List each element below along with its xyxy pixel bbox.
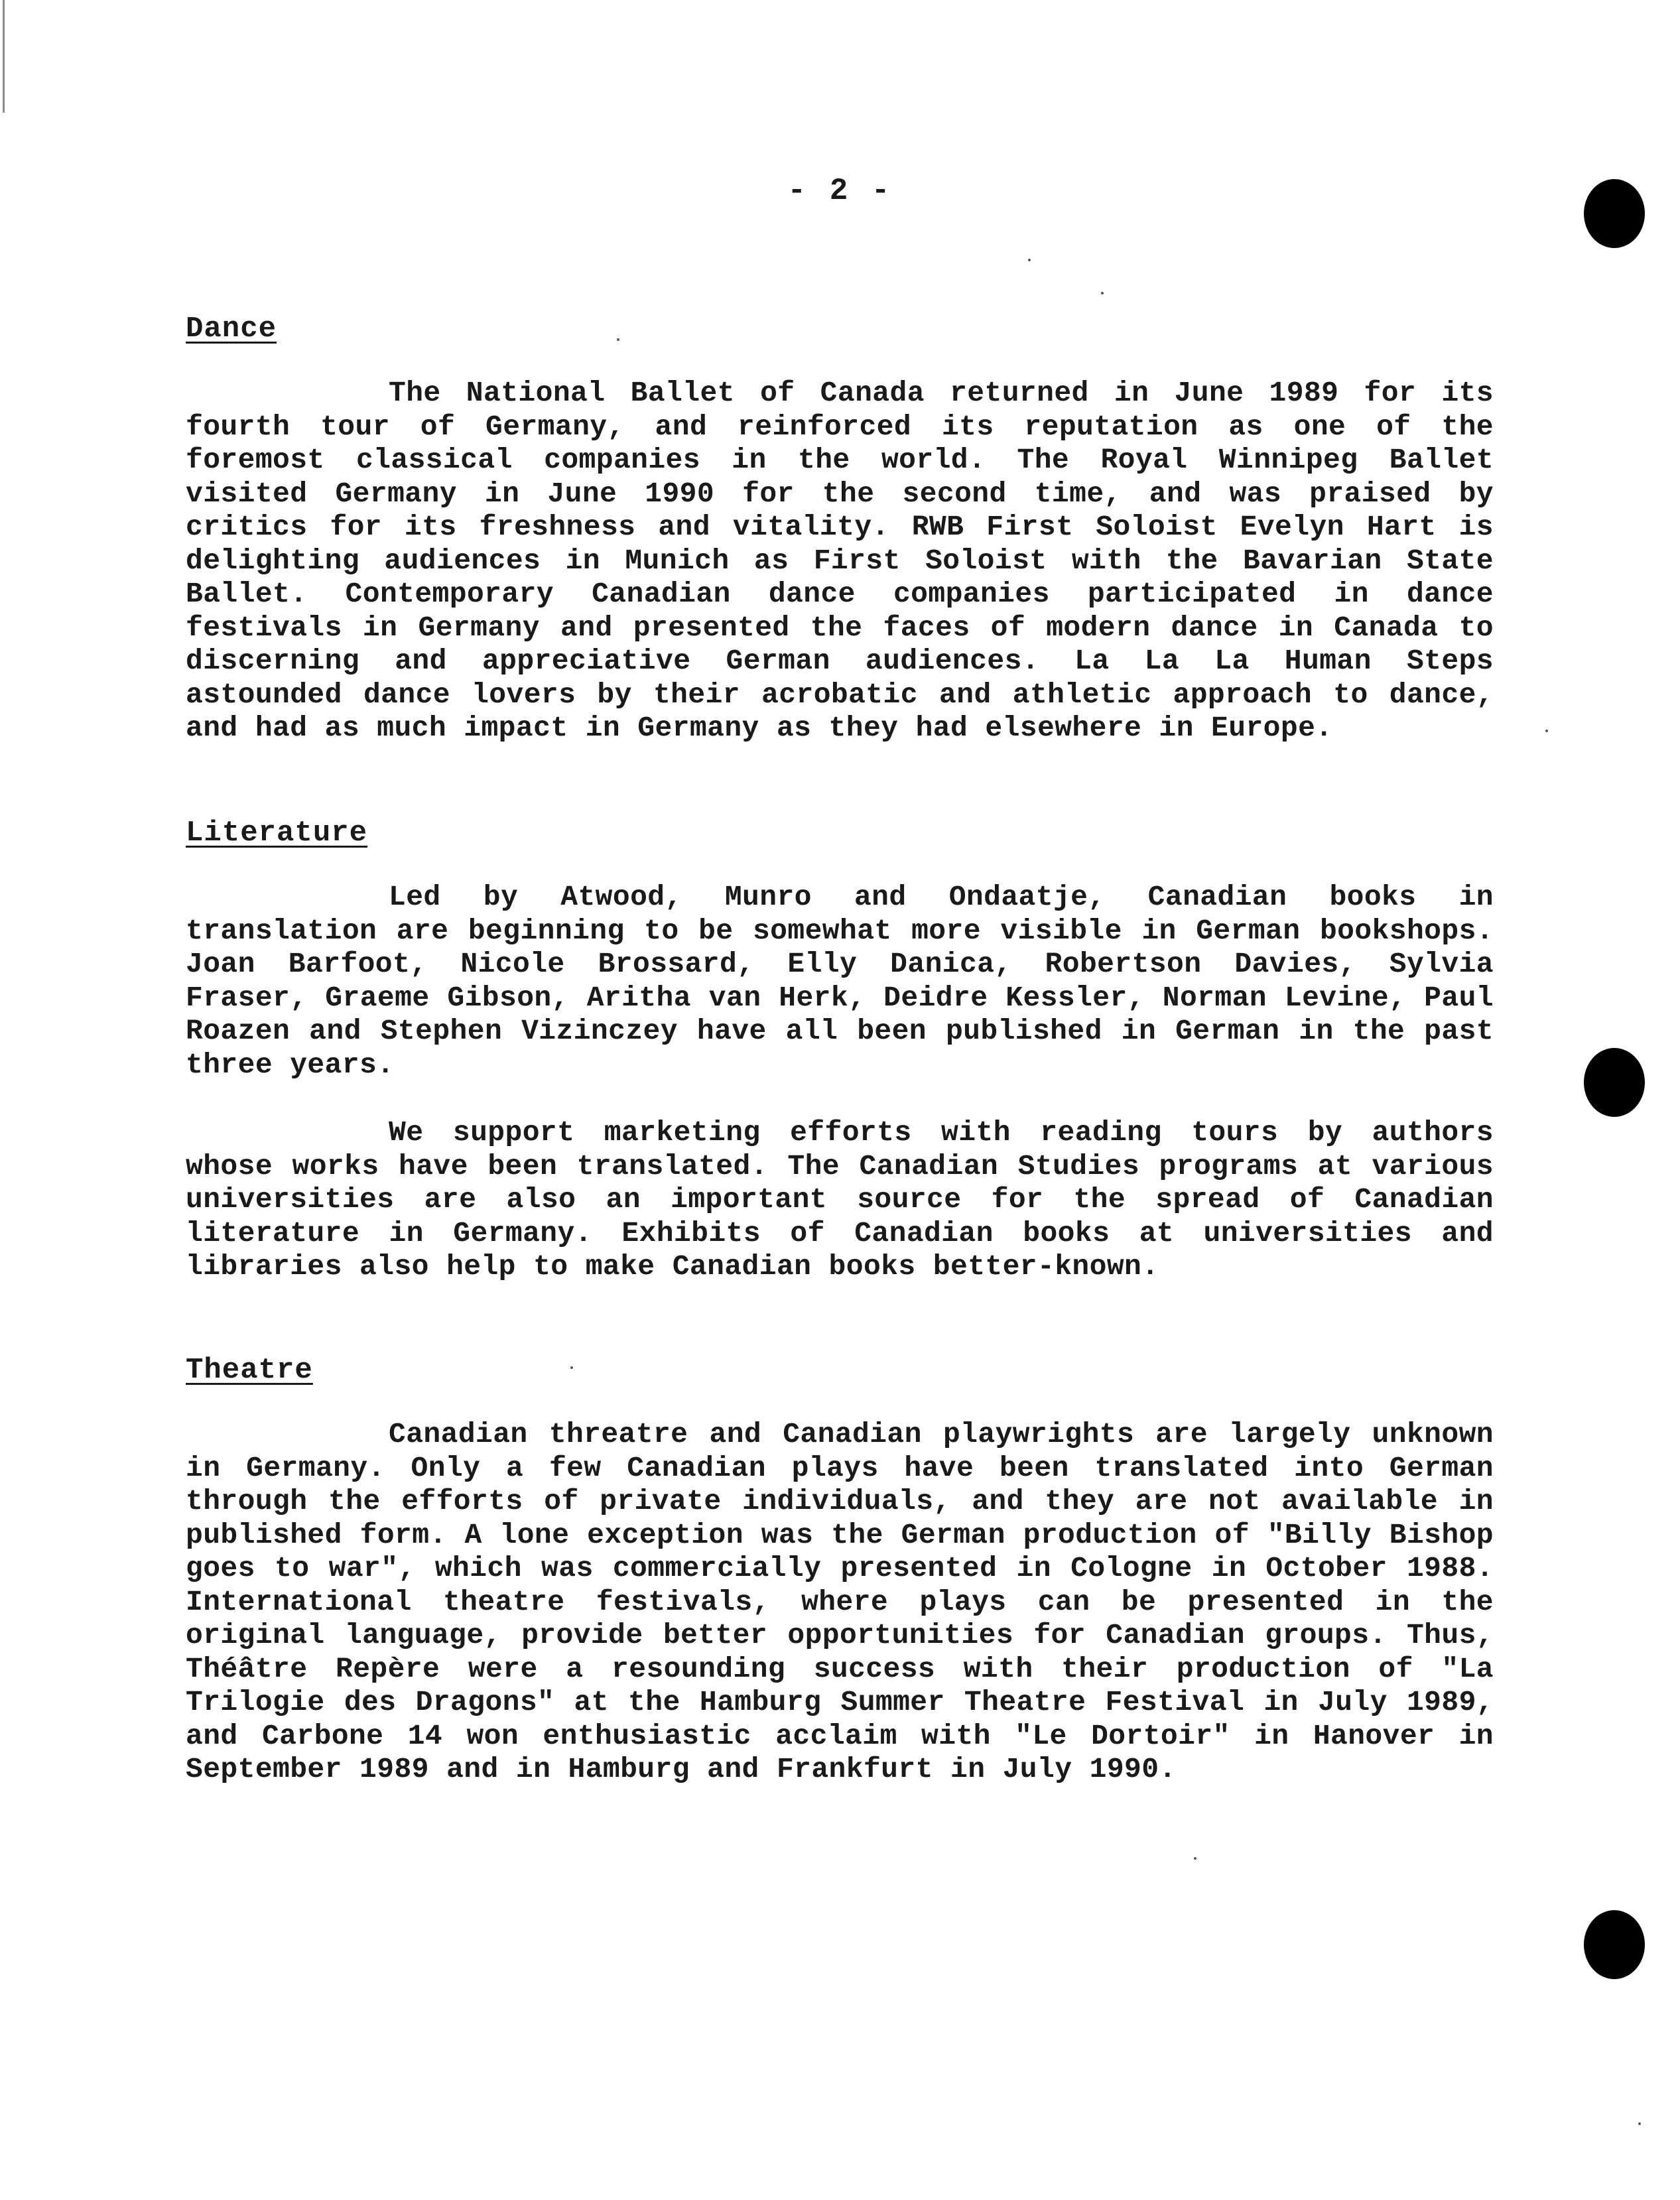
scan-speck	[617, 338, 619, 341]
section-theatre	[186, 1353, 1494, 1787]
section-literature	[186, 816, 1494, 1284]
section-heading-theatre: Theatre	[186, 1354, 313, 1387]
theatre-paragraph: Canadian threatre and Canadian playwrights are largely unknown in Germany. Only a few Canadian plays have been translated into German through the efforts of private individuals, and they are not available in published form. A lone exception was the German production of "Billy Bishop goes to war", which was commercially presented in Cologne in October 1988. International theatre festivals, where plays can be presented in the original language, provide better opportunities for Canadian groups. Thus, Théâtre Repère were a resounding success with their production of "La Trilogie des Dragons" at the Hamburg Summer Theatre Festival in July 1989, and Carbone 14 won enthusiastic acclaim with "Le Dortoir" in Hanover in September 1989 and in Hamburg and Frankfurt in July 1990.	[186, 1418, 1494, 1785]
literature-paragraph-1: Led by Atwood, Munro and Ondaatje, Canadian books in translation are beginning to be somewhat more visible in German bookshops. Joan Barfoot, Nicole Brossard, Elly Danica, Robertson Davies, Sylvia Fraser, Graeme Gibson, Aritha van Herk, Deidre Kessler, Norman Levine, Paul Roazen and Stephen Vizinczey have all been published in German in the past three years.	[186, 881, 1494, 1081]
dance-paragraph: The National Ballet of Canada returned in June 1989 for its fourth tour of Germany, and reinforced its reputation as one of the foremost classical companies in the world. The Royal Winnipeg Ballet visited Germany in June 1990 for the second time, and was praised by critics for its freshness and vitality. RWB First Soloist Evelyn Hart is delighting audiences in Munich as First Soloist with the Bavarian State Ballet. Contemporary Canadian dance companies participated in dance festivals in Germany and presented the faces of modern dance in Canada to discerning and appreciative German audiences. La La La Human Steps astounded dance lovers by their acrobatic and athletic approach to dance, and had as much impact in Germany as they had elsewhere in Europe.	[186, 377, 1494, 744]
page-number: - 2 -	[787, 174, 893, 208]
scan-speck	[1638, 2122, 1641, 2125]
scan-speck	[1028, 259, 1031, 261]
punch-hole-bottom	[1584, 1910, 1645, 1979]
punch-hole-top	[1584, 179, 1645, 248]
scan-edge-mark	[3, 0, 5, 113]
section-dance	[186, 312, 1494, 745]
scan-speck	[1194, 1857, 1196, 1860]
literature-paragraph-2: We support marketing efforts with reading tours by authors whose works have been translated. The Canadian Studies programs at various universities are also an important source for the spread of Canadian literature in Germany. Exhibits of Canadian books at universities and libraries also help to make Canadian books better-known.	[186, 1116, 1494, 1283]
section-heading-dance: Dance	[186, 312, 277, 346]
punch-hole-middle	[1584, 1048, 1645, 1117]
scan-speck	[1101, 292, 1104, 294]
scan-speck	[1545, 730, 1548, 732]
scan-speck	[570, 1366, 573, 1369]
section-heading-literature: Literature	[186, 816, 368, 850]
